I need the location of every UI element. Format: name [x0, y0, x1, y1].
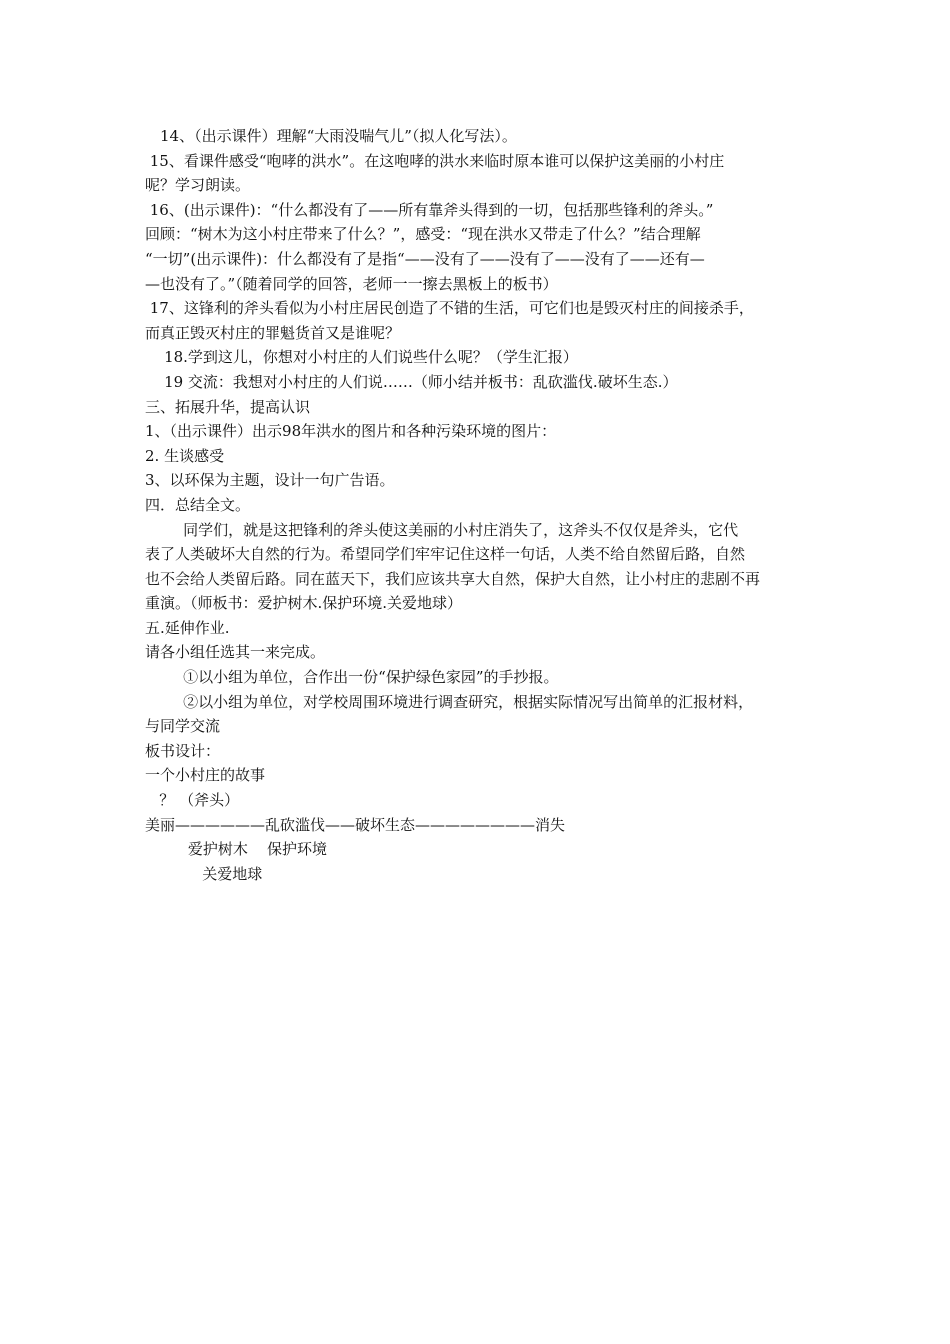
text-line: 3、以环保为主题，设计一句广告语。 [145, 471, 395, 490]
document-body [145, 124, 820, 886]
board-line: 爱护树木 保护环境 [145, 840, 327, 859]
text-line: 17、这锋利的斧头看似为小村庄居民创造了不错的生活，可它们也是毁灭村庄的间接杀手， [145, 299, 754, 318]
board-line: ？ （斧头） [145, 791, 240, 810]
text-line: “一切”(出示课件)：什么都没有了是指“——没有了——没有了——没有了——还有— [145, 249, 705, 268]
text-line: 回顾：“树木为这小村庄带来了什么？”，感受：“现在洪水又带走了什么？”结合理解 [145, 225, 701, 244]
text-line: ②以小组为单位，对学校周围环境进行调查研究，根据实际情况写出简单的汇报材料， [145, 692, 754, 711]
board-line: 关爱地球 [145, 864, 263, 883]
text-line: 呢？学习朗读。 [145, 176, 251, 195]
text-line: —也没有了。”（随着同学的回答，老师一一擦去黑板上的板书） [145, 274, 558, 293]
text-line: 与同学交流 [145, 717, 221, 736]
text-line: 19 交流：我想对小村庄的人们说……（师小结并板书：乱砍滥伐.破坏生态.） [145, 372, 678, 391]
text-line: 表了人类破坏大自然的行为。希望同学们牢牢记住这样一句话，人类不给自然留后路，自然 [145, 545, 746, 564]
text-line: 而真正毁灭村庄的罪魁货首又是谁呢？ [145, 323, 401, 342]
text-line: 15、看课件感受“咆哮的洪水”。在这咆哮的洪水来临时原本谁可以保护这美丽的小村庄 [145, 151, 725, 170]
text-line: 重演。（师板书：爱护树木.保护环境.关爱地球） [145, 594, 463, 613]
section-heading: 四．总结全文。 [145, 495, 251, 514]
board-line: 美丽——————乱砍滥伐——破坏生态————————消失 [145, 815, 566, 834]
text-line: 18.学到这儿，你想对小村庄的人们说些什么呢？（学生汇报） [145, 348, 578, 367]
text-line: 2. 生谈感受 [145, 446, 225, 465]
text-line: 也不会给人类留后路。同在蓝天下，我们应该共享大自然，保护大自然，让小村庄的悲剧不再 [145, 569, 761, 588]
text-line: 14、（出示课件）理解“大雨没喘气儿”（拟人化写法）。 [145, 127, 517, 145]
text-line: 1、（出示课件）出示98年洪水的图片和各种污染环境的图片： [145, 422, 557, 441]
text-line: 16、(出示课件)：“什么都没有了——所有靠斧头得到的一切，包括那些锋利的斧头。” [145, 200, 714, 219]
section-heading: 板书设计： [145, 741, 221, 760]
section-heading: 五.延伸作业. [145, 618, 230, 637]
text-line: 同学们，就是这把锋利的斧头使这美丽的小村庄消失了，这斧头不仅仅是斧头，它代 [145, 520, 739, 539]
text-line: ①以小组为单位，合作出一份“保护绿色家园”的手抄报。 [145, 668, 559, 687]
section-heading: 三、拓展升华，提高认识 [145, 397, 311, 416]
text-line: 请各小组任选其一来完成。 [145, 643, 326, 662]
board-title: 一个小村庄的故事 [145, 766, 266, 785]
